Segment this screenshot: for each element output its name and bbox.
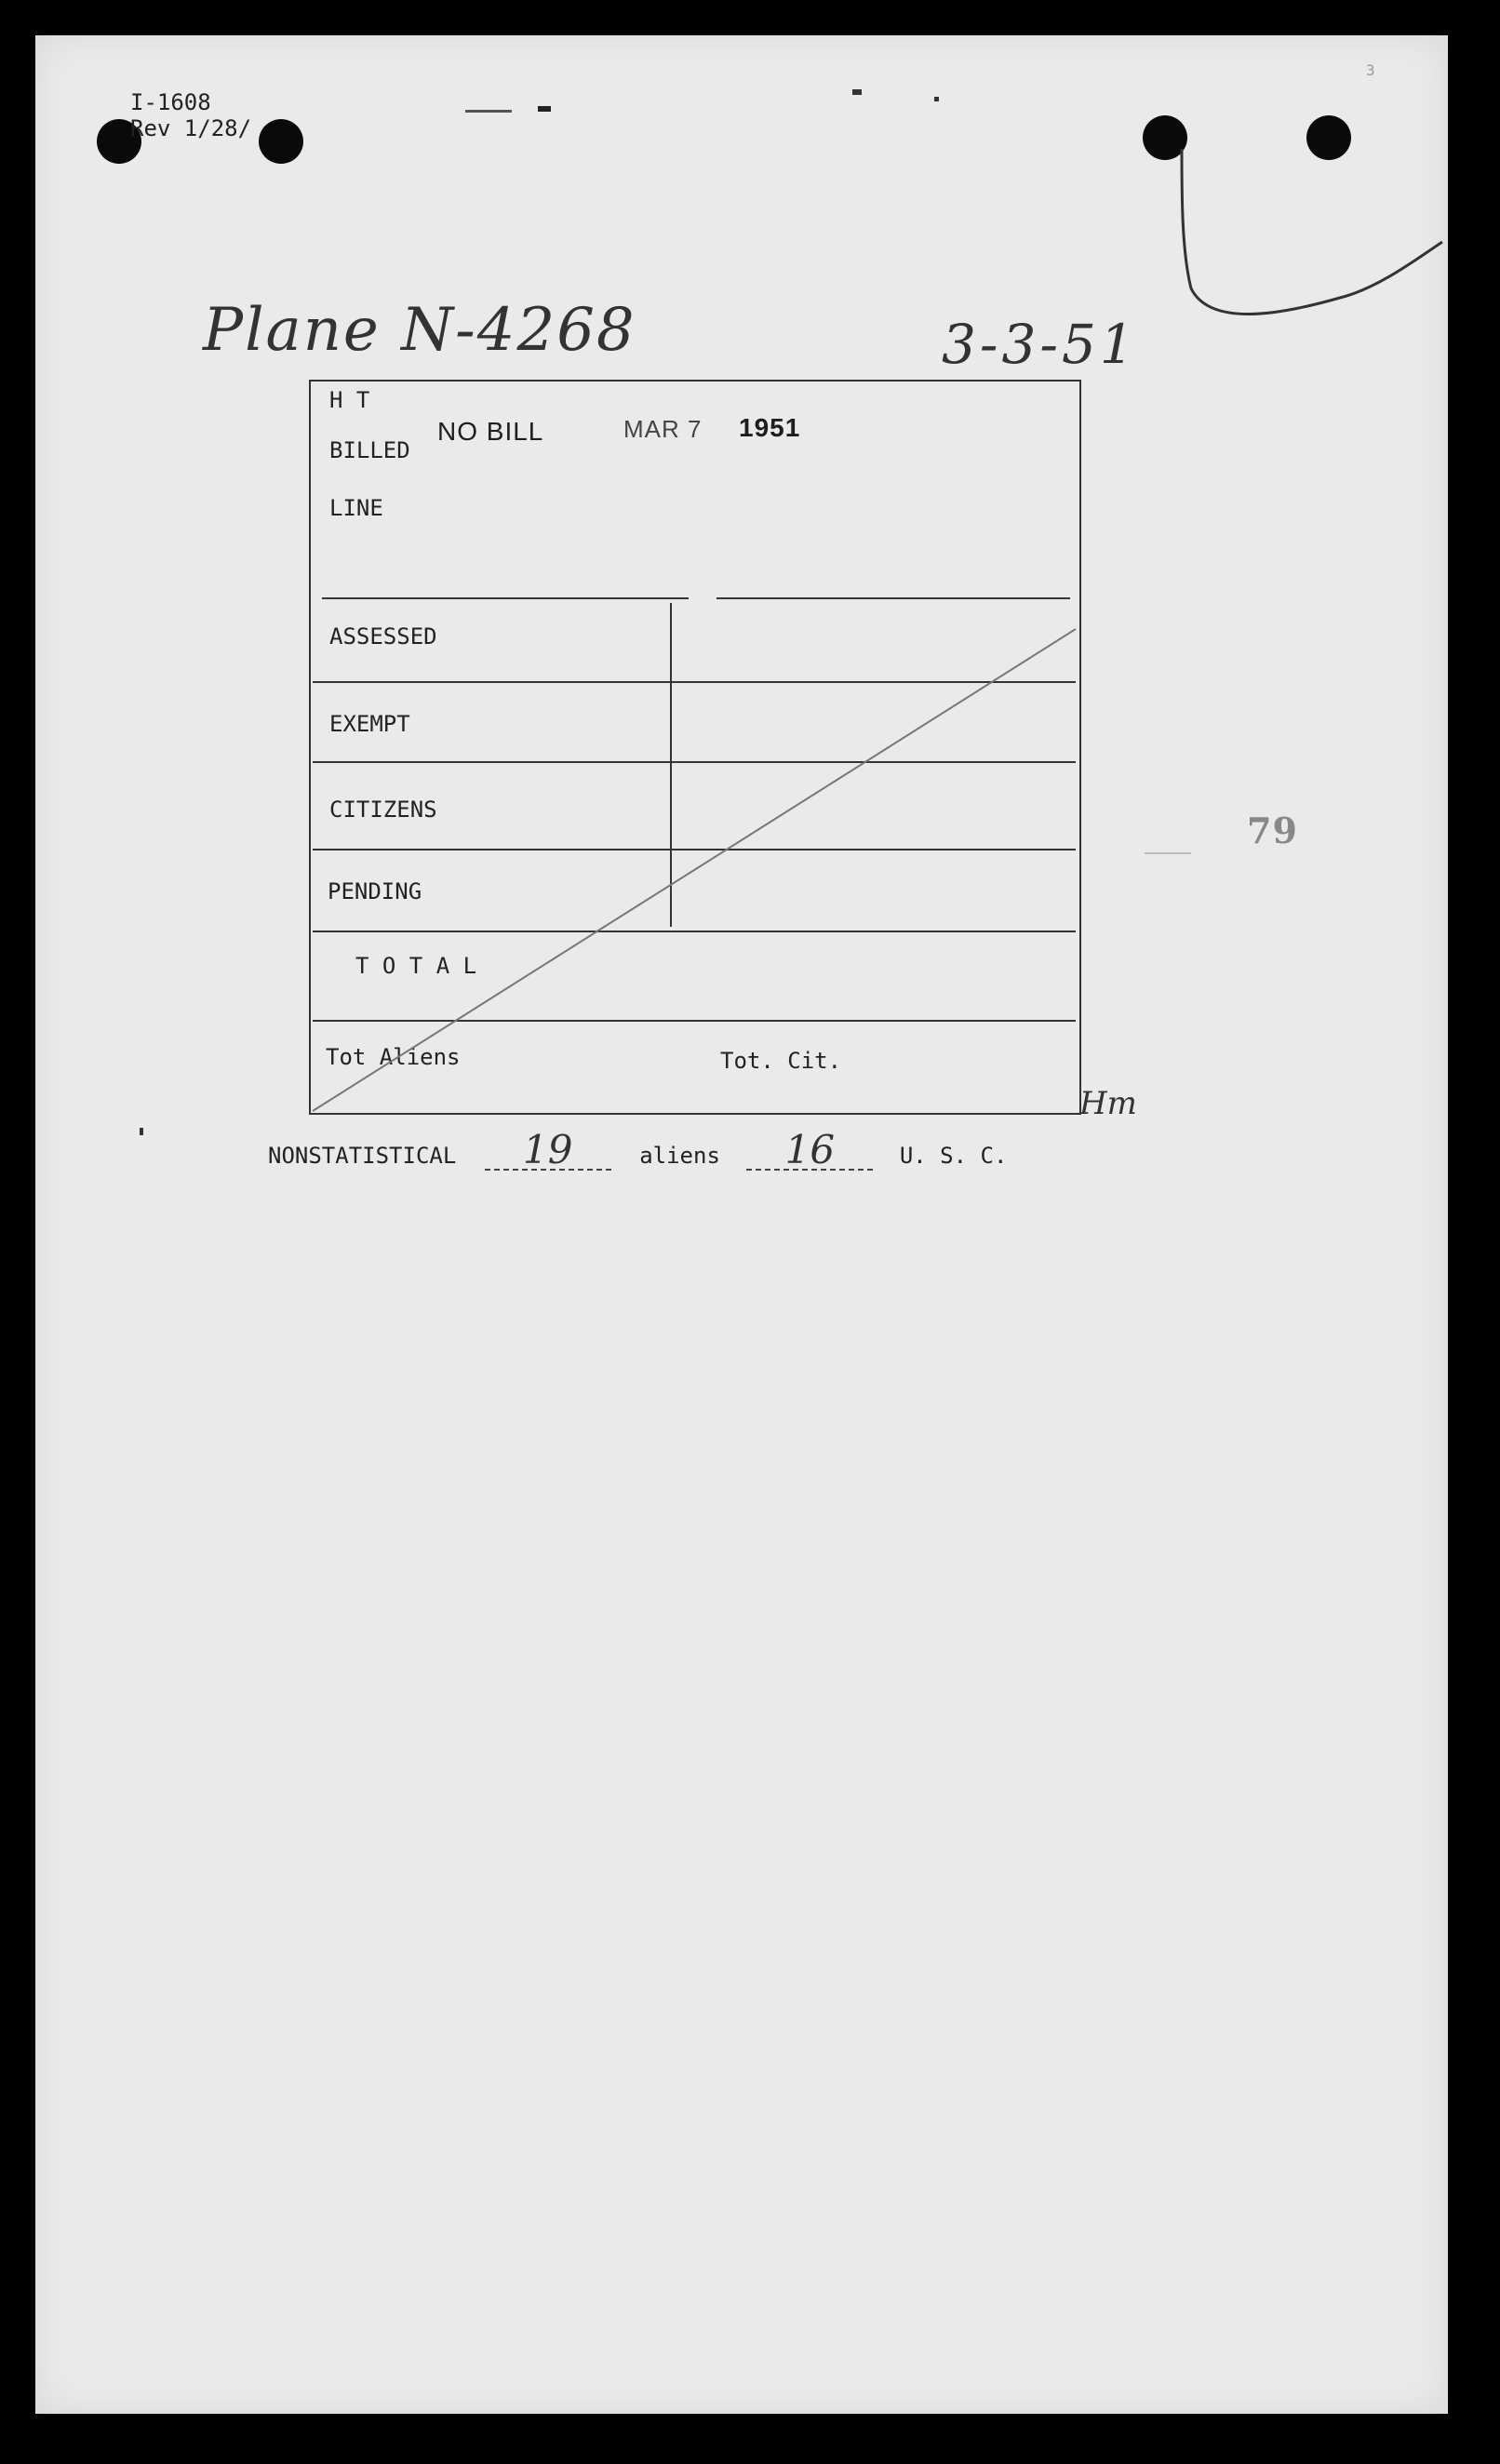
handwritten-initials: Hm [1079,1085,1137,1122]
form-code-line2: Rev 1/28/ [130,115,252,141]
speck [538,106,551,112]
tot-aliens-label: Tot Aliens [326,1044,461,1070]
usc-label: U. S. C. [899,1143,1008,1169]
nonstatistical-line [268,1127,1008,1172]
row-assessed: ASSESSED [329,623,437,649]
corner-mark: 3 [1366,61,1375,79]
aliens-label: aliens [639,1143,720,1169]
speck [852,89,862,95]
speck [934,97,939,101]
plane-number: Plane N-4268 [203,296,636,365]
handwritten-date: 3-3-51 [942,313,1138,376]
speck [465,110,512,113]
aliens-count: 19 [485,1132,611,1171]
form-code-line1: I-1608 [130,89,211,115]
line-label: LINE [329,495,383,521]
row-citizens: CITIZENS [329,797,437,823]
usc-count: 16 [746,1132,873,1171]
billed-label: BILLED [329,437,410,463]
row-pending: PENDING [328,878,422,904]
diagonal-cancel-line [309,380,1081,1115]
pen-stroke [1154,140,1452,335]
punch-hole-left-2 [259,119,303,164]
speck [140,1128,143,1135]
no-bill-stamp: NO BILL [437,417,544,446]
form-box [309,380,1081,1115]
row-exempt: EXEMPT [329,711,410,737]
stamp-year: 1951 [739,413,801,442]
stamp-month-day: MAR 7 [623,415,703,443]
total-label: T O T A L [355,953,477,979]
page-number: 79 [1247,810,1298,851]
form-code [130,89,251,141]
page-number-dash [1145,852,1191,854]
tot-cit-label: Tot. Cit. [720,1048,842,1074]
ht-label: H T [329,387,370,413]
nonstatistical-label: NONSTATISTICAL [268,1143,457,1169]
